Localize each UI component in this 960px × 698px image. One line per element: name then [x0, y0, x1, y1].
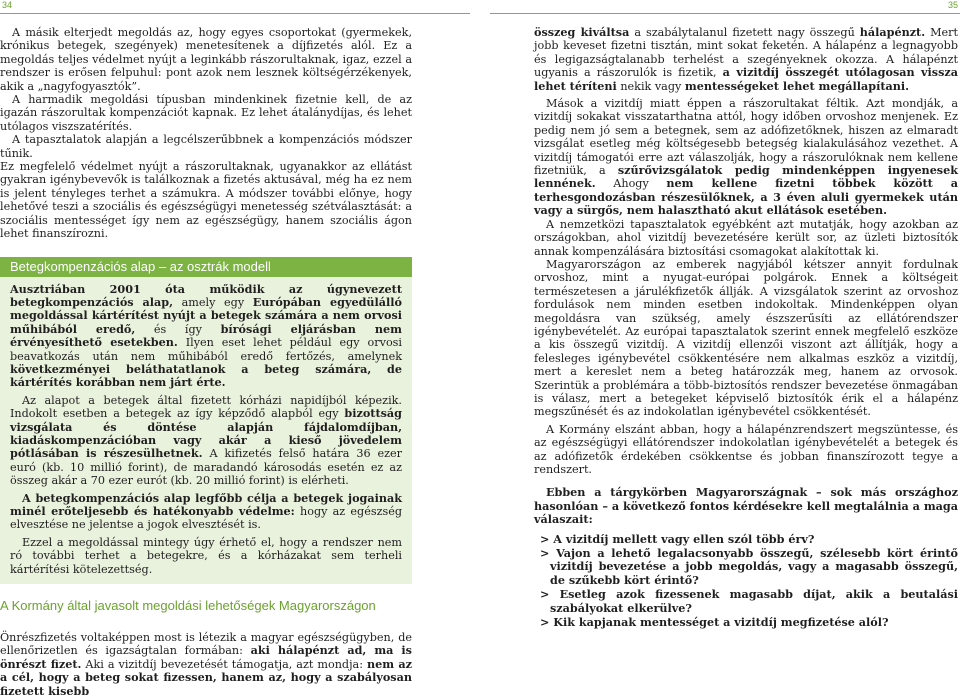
section-heading: A Kormány által javasolt megoldási lehetőségek Magyarországon — [0, 598, 376, 614]
page-number-right: 35 — [947, 0, 958, 10]
box-paragraph: A betegkompenzációs alap legfőbb célja a betegek jogainak minél erőteljesebb és hatékonyabb védelme: hogy az egészség elvesztése ne jelentse a jogok elvesztését is. — [10, 490, 402, 532]
paragraph: Mások a vizitdíj miatt éppen a rászorultakat féltik. Azt mondják, a vizitdíj sokakat visszatarthatna attól, hogy időben orvoshoz menjenek. Ez pedig nem jó sem a betegnek, sem az adófizetőknek, hiszen az elmaradt vizsgálat esetleg még költségesebb betegség kialakulásához vezethet. A vizitdíj támogatói erre azt válaszolják, hogy a rászorulóknak nem kellene fizetniük, a szűrővizsgálatok pedig mindenképpen ingyenesek lennének. Ahogy nem kellene fizetni többek között a terhesgondozásban részesülőknek, a 3 éven aluli gyermekek után vagy a sürgős, nem halasztható akut ellátások esetében. — [534, 97, 958, 218]
box-paragraph: Az alapot a betegek által fizetett kórházi napidíjból képezik. Indokolt esetben a betegek az így képződő alapból egy bizottság vizsgálata és döntése alapján fájdalomdíjban, kiadáskompenzációban vagy akár a kieső jövedelem pótlásában is részesülhetnek. A kifizetés felső határa 36 ezer euró (kb. 10 millió forint), de maradandó károsodás esetén ez az összeg akár a 70 ezer eurót (kb. 20 millió forint) is elérheti. — [10, 393, 403, 488]
paragraph: A másik elterjedt megoldás az, hogy egyes csoportokat (gyermekek, krónikus betegek, szegények) menetesítenek a díjfizetés alól. Ez a megoldás teljes védelmet nyújt a leginkább rászorultaknak, igaz, ezzel a rendszer is erősen felpuhul: pont azok nem lesznek költségérzékenyek, akik a „nagyfogyasztók”. — [0, 26, 412, 93]
paragraph: Önrészfizetés voltaképpen most is létezik a magyar egészségügyben, de ellenőrizetlen és igazságtalan formában: aki hálapénzt ad, ma is önrészt fizet. Aki a vizitdíj bevezetését támogatja, azt mondja: nem az a cél, hogy a beteg sokat fizessen, hanem az, hogy a szabályosan fizetett kisebb — [0, 631, 412, 698]
box-title: Betegkompenzációs alap – az osztrák modell — [0, 257, 412, 277]
paragraph: Magyarországon az emberek nagyjából kétszer annyit fordulnak orvoshoz, mint a nyugat-európai polgárok. Ennek a költségeit természetesen a járulékfizetők állják. A vizsgálatok szerint az orvoshoz fordulások nem minden esetben indokoltak. Mindenképpen olyan megoldásra van szükség, amely észszerűsíti az ellátórendszer igénybevételét. Az európai tapasztalatok szerint ennek megfelelő eszköze a kis összegű vizitdíj. A vizitdíj ellenzői viszont azt állítják, hogy a felesleges igénybevétel csökkentésére nem alkalmas eszköz a vizitdíj, mert a kereslet nem a beteg határozzák meg, hanem az orvosok. Szerintük a problémára a több-biztosítós rendszer bevezetése önmagában is válasz, mert a betegeket képviselő biztosítók érik el a hálapénz megszűnését és az indokolatlan igénybevétel csökkentését. — [534, 257, 958, 419]
paragraph: összeg kiváltsa a szabálytalanul fizetett nagy összegű hálapénzt. Mert jobb keveset fizetni tisztán, mint sokat feketén. A hálapénz a legnagyobb és legigazságtalanabb terhelést a szegényeknek okozza. A hálapénzt ugyanis a rászorulók is fizetik, a vizitdíj összegét utólagosan vissza lehet téríteni nekik vagy mentességeket lehet megállapítani. — [534, 25, 958, 93]
paragraph: A Kormány elszánt abban, hogy a hálapénzrendszert megszüntesse, és az egészségügyi ellátórendszer indokolatlan igénybevételét a betegek és az adófizetők érdekében csökkentse és jobban finanszírozott tegye a rendszert. — [534, 422, 958, 476]
paragraph: Ez megfelelő védelmet nyújt a rászorultaknak, ugyanakkor az ellátást gyakran igénybevevők is találkoznak a fizetés aktusával, még ha ez nem is jelent tényleges terhet a számukra. A módszer további előnye, hogy lehetővé teszi a szociális és egészségügyi menetesség szétválasztását: a szociális mentességet így nem az egészségügy, hanem szociális ágon lehet finanszírozni. — [0, 160, 412, 241]
left-column — [0, 26, 412, 698]
question-list — [534, 533, 958, 630]
right-column — [534, 26, 958, 630]
box-paragraph: Ausztriában 2001 óta működik az úgynevezett betegkompenzációs alap, amely egy Európában egyedülálló megoldással kártérítést nyújt a betegek számára a nem orvosi műhibából eredő, és így bírósági eljárásban nem érvényesíthető esetekben. Ilyen eset lehet például egy orvosi beavatkozás után nem műhibából eredő fertőzés, amelynek következményei beláthatatlanok a beteg számára, de kártérítés korábban nem járt érte. — [10, 281, 402, 390]
list-item: > Vajon a lehető legalacsonyabb összegű, szélesebb kört érintő vizitdíj bevezetése a jobb megoldás, vagy a magasabb összegű, de szűkebb kört érintő? — [540, 546, 958, 587]
paragraph: A nemzetközi tapasztalatok egyébként azt mutatják, hogy azokban az országokban, ahol vizitdíj bevezetésére került sor, az üzleti biztosítók annak kompenzálására biztosítási csomagokat alakítottak ki. — [534, 217, 958, 258]
header-rule-right — [490, 13, 960, 14]
info-box — [0, 277, 412, 585]
paragraph: A tapasztalatok alapján a legcélszerűbbnek a kompenzációs módszer tűnik. — [0, 133, 412, 160]
page-header — [0, 0, 960, 14]
box-paragraph: Ezzel a megoldással mintegy úgy érhető el, hogy a rendszer nem ró további terhet a betegekre, és a kórházakat sem terheli kártérítési kötelezettség. — [10, 535, 402, 576]
list-item: > Esetleg azok fizessenek magasabb díjat, akik a beutalási szabályokat elkerülve? — [540, 587, 958, 615]
paragraph-bold: Ebben a tárgykörben Magyarországnak – sok más országhoz hasonlóan – a következő fontos kérdésekre kell megtalálnia a maga válaszait: — [534, 485, 958, 527]
paragraph: A harmadik megoldási típusban mindenkinek fizetnie kell, de az igazán rászorultak kompenzációt kapnak. Ez lehet átalánydíjas, és lehet utólagos viszszatérítés. — [0, 93, 412, 133]
header-rule-left — [0, 13, 470, 14]
page-number-left: 34 — [2, 0, 13, 10]
list-item: > A vizitdíj mellett vagy ellen szól több érv? — [540, 531, 815, 546]
list-item: > Kik kapjanak mentességet a vizitdíj megfizetése alól? — [540, 615, 889, 630]
